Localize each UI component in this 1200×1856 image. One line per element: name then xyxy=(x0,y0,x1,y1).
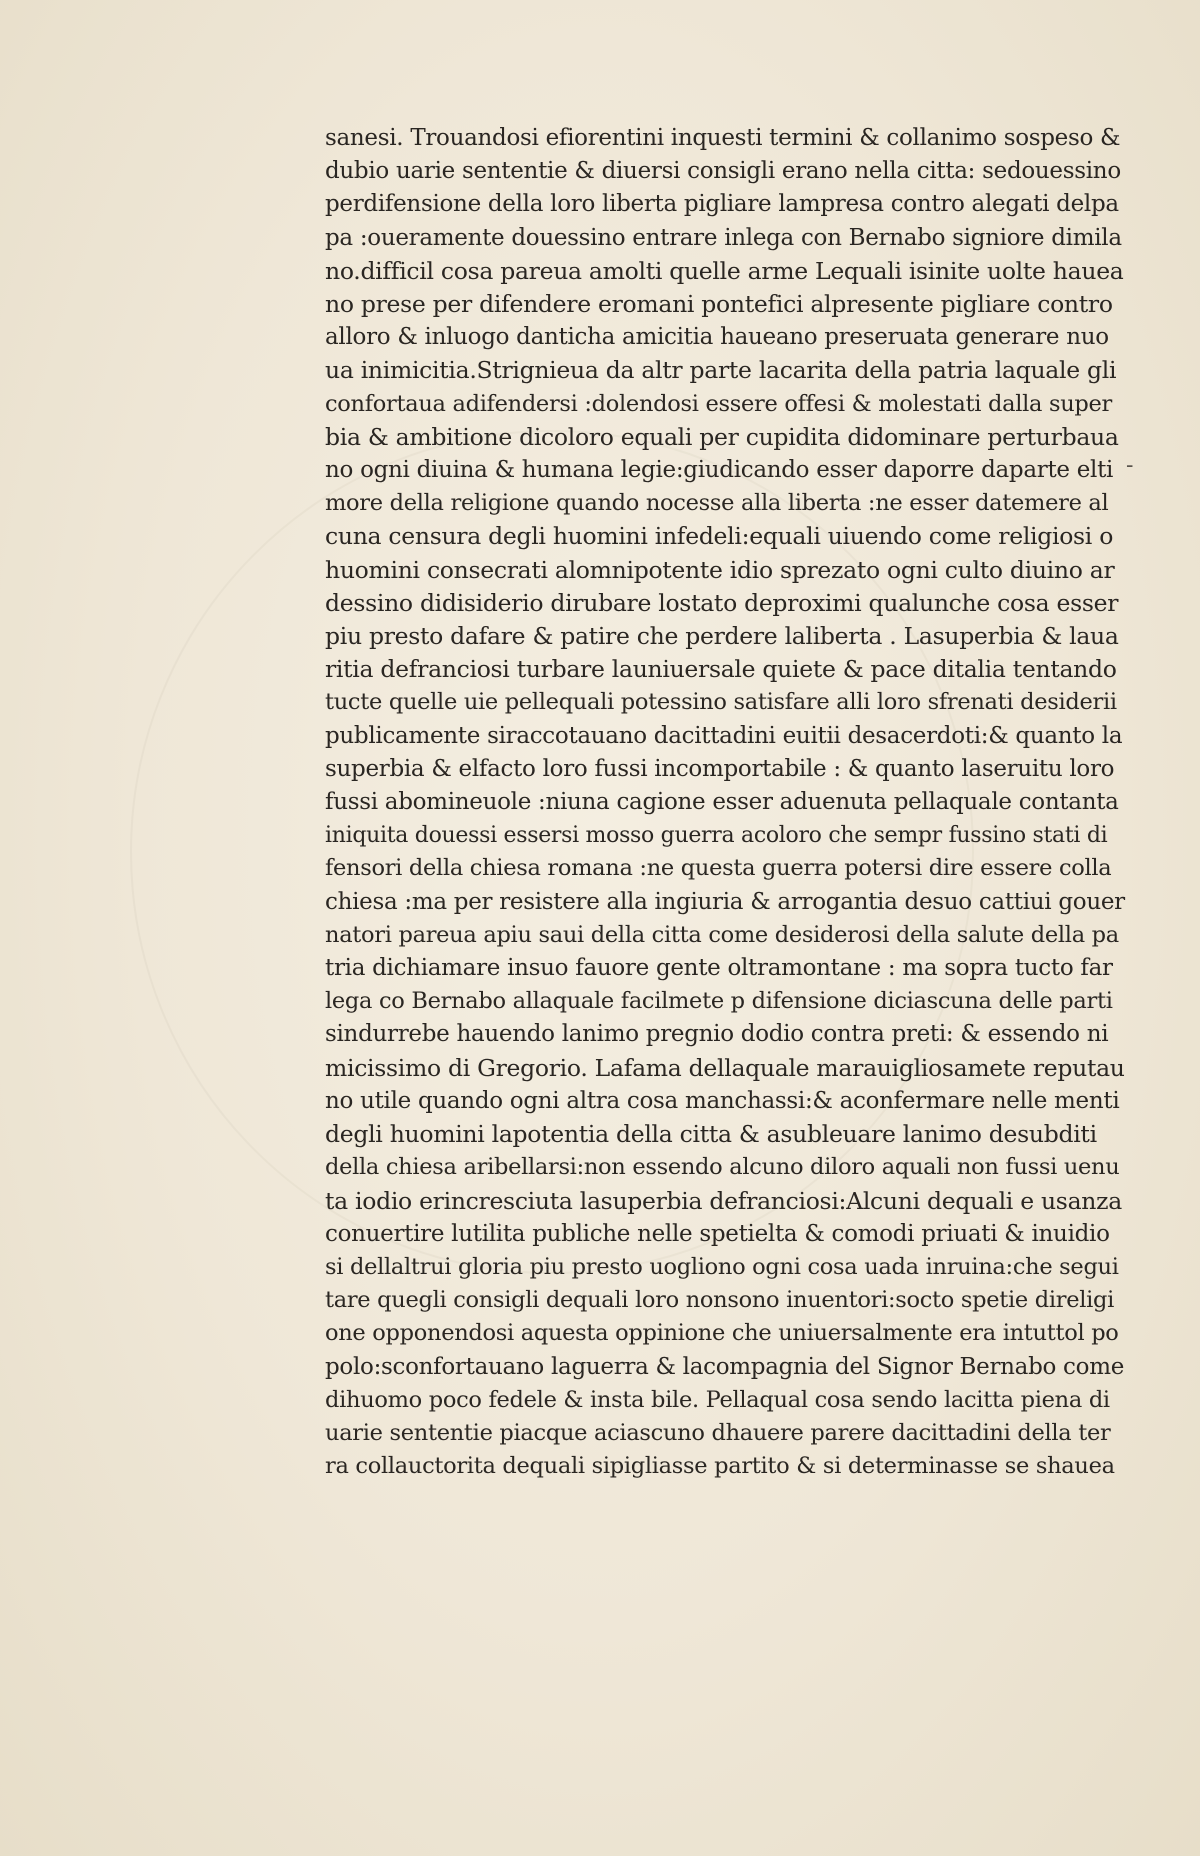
text-line: natori pareua apiu saui della citta come desiderosi della salute della pa xyxy=(325,921,1119,948)
text-line: ua inimicitia.Strignieua da altr parte lacarita della patria laquale gli xyxy=(325,356,1117,385)
text-line: no utile quando ogni altra cosa manchassi:& aconfermare nelle menti xyxy=(325,1087,1120,1114)
text-line: conuertire lutilita publiche nelle spetielta & comodi priuati & inuidio xyxy=(325,1220,1110,1247)
text-line: tucte quelle uie pellequali potessino satisfare alli loro sfrenati desiderii xyxy=(325,689,1117,716)
text-line: one opponendosi aquesta oppinione che uniuersalmente era intuttol po xyxy=(325,1320,1119,1347)
margin-hyphen-mark: - xyxy=(1126,453,1134,478)
text-line: chiesa :ma per resistere alla ingiuria & arrogantia desuo cattiui gouer xyxy=(325,888,1125,915)
text-line: superbia & elfacto loro fussi incomportabile : & quanto laseruitu loro xyxy=(325,755,1115,782)
text-line: fensori della chiesa romana :ne questa guerra potersi dire essere colla xyxy=(325,855,1112,882)
text-line: confortaua adifendersi :dolendosi essere offesi & molestati dalla super xyxy=(325,390,1112,417)
text-line: micissimo di Gregorio. Lafama dellaquale marauigliosamete reputau xyxy=(325,1053,1125,1082)
text-line: publicamente siraccotauano dacittadini euitii desacerdoti:& quanto la xyxy=(325,722,1123,749)
text-line: alloro & inluogo danticha amicitia haueano preseruata generare nuo xyxy=(325,324,1109,351)
text-line: cuna censura degli huomini infedeli:equali uiuendo come religiosi o xyxy=(325,522,1114,551)
text-line: dessino didisiderio dirubare lostato deproximi qualunche cosa esser xyxy=(325,588,1119,617)
text-line: iniquita douessi essersi mosso guerra acoloro che sempr fussino stati di xyxy=(325,823,1108,849)
text-line: pa :oueramente douessino entrare inlega con Bernabo signiore dimila xyxy=(325,224,1122,251)
text-line: ta iodio erincresciuta lasuperbia defranciosi:Alcuni dequali e usanza xyxy=(325,1186,1122,1215)
text-line: fussi abomineuole :niuna cagione esser aduenuta pellaquale contanta xyxy=(325,789,1119,816)
text-line: ritia defranciosi turbare launiuersale quiete & pace ditalia tentando xyxy=(325,655,1117,684)
text-line: more della religione quando nocesse alla liberta :ne esser datemere al xyxy=(325,490,1109,517)
text-line: della chiesa aribellarsi:non essendo alcuno diloro aquali non fussi uenu xyxy=(325,1154,1120,1181)
text-line: no.difficil cosa pareua amolti quelle arme Lequali isinite uolte hauea xyxy=(325,256,1124,285)
text-line: lega co Bernabo allaquale facilmete p difensione diciascuna delle parti xyxy=(325,988,1113,1015)
text-line: no ogni diuina & humana legie:giudicando esser daporre daparte elti xyxy=(325,457,1114,484)
text-line: degli huomini lapotentia della citta & asubleuare lanimo desubditi xyxy=(325,1120,1097,1149)
text-line: no prese per difendere eromani pontefici alpresente pigliare contro xyxy=(325,290,1113,319)
text-line: dihuomo poco fedele & insta bile. Pellaqual cosa sendo lacitta piena di xyxy=(325,1386,1110,1413)
text-column xyxy=(325,122,1125,1483)
text-line: tare quegli consigli dequali loro nonsono inuentori:socto spetie direligi xyxy=(325,1287,1115,1314)
text-line: ra collauctorita dequali sipigliasse partito & si determinasse se shauea xyxy=(325,1453,1115,1480)
text-line: huomini consecrati alomnipotente idio sprezato ogni culto diuino ar xyxy=(325,555,1115,584)
text-line: si dellaltrui gloria piu presto uogliono ogni cosa uada inruina:che segui xyxy=(325,1253,1119,1280)
text-line: piu presto dafare & patire che perdere laliberta . Lasuperbia & laua xyxy=(325,622,1119,651)
text-line: uarie sententie piacque aciascuno dhauere parere dacittadini della ter xyxy=(325,1419,1111,1446)
text-line: tria dichiamare insuo fauore gente oltramontane : ma sopra tucto far xyxy=(325,955,1113,982)
text-line: perdifensione della loro liberta pigliare lampresa contro alegati delpa xyxy=(325,191,1119,218)
text-line: bia & ambitione dicoloro equali per cupidita didominare perturbaua xyxy=(325,422,1119,451)
text-line: polo:sconfortauano laguerra & lacompagnia del Signor Bernabo come xyxy=(325,1353,1125,1380)
text-line: sindurrebe hauendo lanimo pregnio dodio contra preti: & essendo ni xyxy=(325,1021,1109,1048)
text-line: dubio uarie sententie & diuersi consigli erano nella citta: sedouessino xyxy=(325,158,1121,185)
text-line: sanesi. Trouandosi efiorentini inquesti termini & collanimo sospeso & xyxy=(325,125,1121,151)
